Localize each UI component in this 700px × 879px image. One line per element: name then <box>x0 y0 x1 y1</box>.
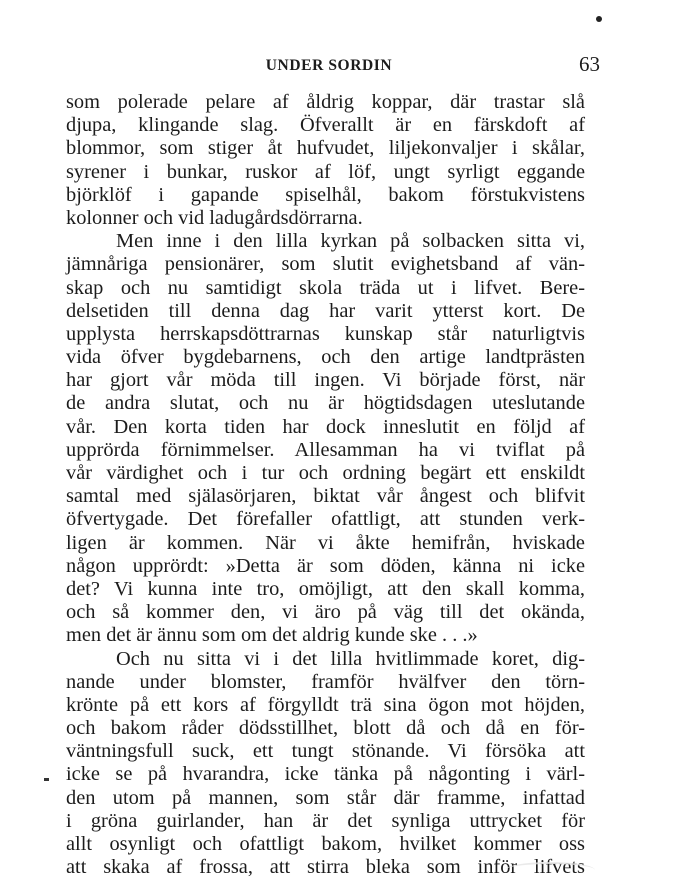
text-line: jämnåriga pensionärer, som slutit evighetsband af vän- <box>66 253 585 276</box>
text-line: krönte på ett kors af förgylldt trä sina ögon mot höjden, <box>66 694 585 717</box>
text-line: Men inne i den lilla kyrkan på solbacken sitta vi, <box>66 230 585 253</box>
paragraph-1 <box>66 91 585 230</box>
text-line: men det är ännu som om det aldrig kunde ske . . .» <box>66 624 585 647</box>
page-number: 63 <box>579 52 600 77</box>
paragraph-3 <box>66 648 585 879</box>
text-line: upprörda förnimmelser. Allesamman ha vi tviflat på <box>66 439 585 462</box>
page-header <box>66 52 592 82</box>
text-line: delsetiden till denna dag har varit ytterst kort. De <box>66 300 585 323</box>
page-smudge <box>505 862 595 878</box>
text-line: öfvertygade. Det förefaller ofattligt, att stunden verk- <box>66 508 585 531</box>
text-line: samtal med själasörjaren, biktat vår ångest och blifvit <box>66 485 585 508</box>
text-line: att skaka af frossa, att stirra bleka som inför lifvets <box>66 856 585 879</box>
text-line: och bakom råder dödsstillhet, blott då och då en för- <box>66 717 585 740</box>
text-line: de andra slutat, och nu är högtidsdagen uteslutande <box>66 392 585 415</box>
text-line: vår värdighet och i tur och ordning begärt ett enskildt <box>66 462 585 485</box>
text-line: skap och nu samtidigt skola träda ut i lifvet. Bere- <box>66 277 585 300</box>
text-line: ligen är kommen. När vi åkte hemifrån, hviskade <box>66 532 585 555</box>
text-line: och så kommer den, vi äro på väg till det okända, <box>66 601 585 624</box>
text-line: upplysta herrskapsdöttrarnas kunskap står naturligtvis <box>66 323 585 346</box>
text-line: björklöf i gapande spiselhål, bakom förstukvistens <box>66 184 585 207</box>
text-line: djupa, klingande slag. Öfverallt är en färskdoft af <box>66 114 585 137</box>
text-line: syrener i bunkar, ruskor af löf, ungt syrligt eggande <box>66 161 585 184</box>
body-text <box>66 91 585 879</box>
text-line: blommor, som stiger åt hufvudet, liljekonvaljer i skålar, <box>66 137 585 160</box>
text-line: vida öfver bygdebarnens, och den artige landtprästen <box>66 346 585 369</box>
text-line: i gröna guirlander, han är det synliga uttrycket för <box>66 810 585 833</box>
text-line: den utom på mannen, som står där framme, infattad <box>66 787 585 810</box>
text-line: nande under blomster, framför hvälfver den törn- <box>66 671 585 694</box>
text-line: allt osynligt och ofattligt bakom, hvilket kommer oss <box>66 833 585 856</box>
text-line: kolonner och vid ladugårdsdörrarna. <box>66 207 585 230</box>
text-line: vår. Den korta tiden har dock inneslutit en följd af <box>66 416 585 439</box>
paragraph-2 <box>66 230 585 647</box>
text-line: någon upprördt: »Detta är som döden, känna ni icke <box>66 555 585 578</box>
text-line: icke se på hvarandra, icke tänka på någonting i värl- <box>66 763 585 786</box>
ink-spot-mark <box>596 16 602 22</box>
text-line: som polerade pelare af åldrig koppar, där trastar slå <box>66 91 585 114</box>
running-title: UNDER SORDIN <box>66 57 592 75</box>
margin-mark <box>44 778 49 781</box>
text-line: har gjort vår möda till ingen. Vi började först, när <box>66 369 585 392</box>
text-line: Och nu sitta vi i det lilla hvitlimmade koret, dig- <box>66 648 585 671</box>
text-line: väntningsfull suck, ett tungt stönande. Vi försöka att <box>66 740 585 763</box>
text-line: det? Vi kunna inte tro, omöjligt, att den skall komma, <box>66 578 585 601</box>
